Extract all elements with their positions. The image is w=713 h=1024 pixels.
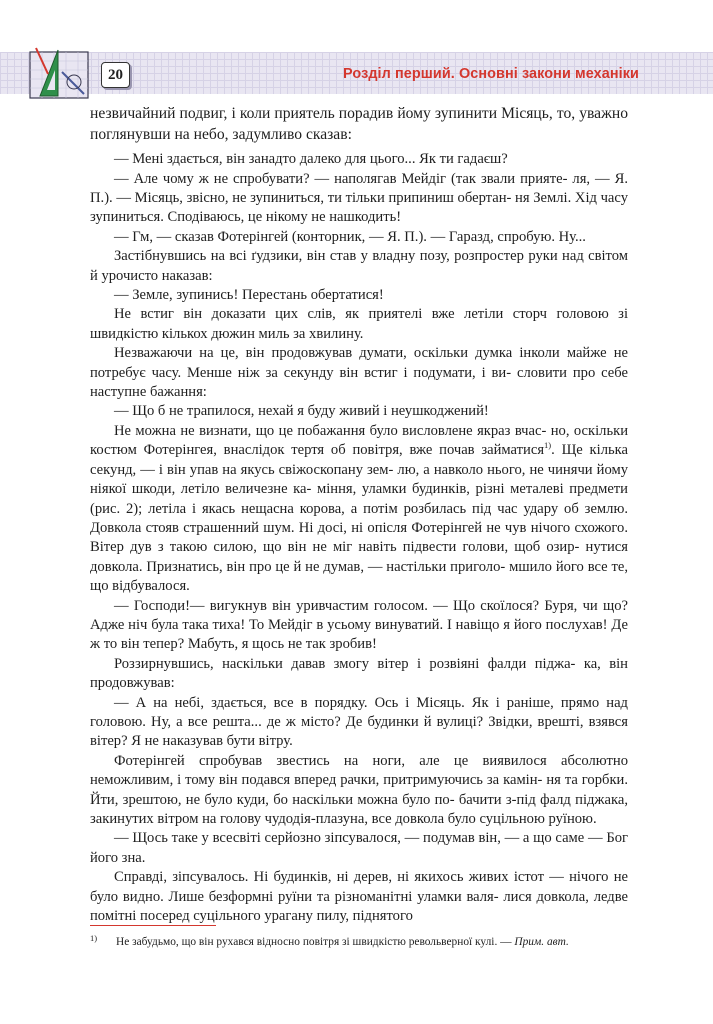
paragraph: — Гм, — сказав Фотерінгей (конторник, — Я. П.). — Гаразд, спробую. Ну... [114,228,586,245]
footnote-mark: 1) [90,933,98,943]
paragraph: Роззирнувшись, наскільки давав змогу вітер і розвіяні фалди піджа- ка, він продовжував: [90,655,628,692]
footnote-attribution: Прим. авт. [514,936,569,948]
paragraph: — Щось таке у всесвіті серйозно зіпсувалося, — подумав він, — а що саме — Бог його зна. [90,830,628,866]
geometry-tools-icon [28,44,92,102]
paragraph: — Господи!— вигукнув він уривчастим голосом. — Що скоїлося? Буря, чи що? Адже ніч була така тиха! То Мейдіг в усьому винуватий. І навіщо я його послухав! Де ж то він тепер? Мабуть, я щось не так зробив! [90,597,628,653]
section-title: Розділ перший. Основні закони механіки [343,66,639,82]
paragraph: Фотерінгей спробував звестись на ноги, але це виявилося абсолютно неможливим, і тому він подався вперед рачки, притримуючись за камін- ня та горбки. Йти, зрештою, не було куди, бо наскільки можна було по- бачити з-під фалд піджака, закинутих вітром на голову чудодія-плазуна, все довкола було суцільною руїною. [90,752,628,827]
footnote [90,931,650,950]
paragraph-part: Не можна не визнати, що це побажання було висловлене якраз вчас- но, оскільки костюм Фотерінгея, внаслідок тертя об повітря, вже почав займатися [90,422,628,459]
page-number: 20 [101,62,130,88]
main-text [90,104,628,926]
paragraph: Незважаючи на це, він продовжував думати, оскільки думка інколи майже не потребує часу. Менше ніж за секунду він встиг і подумати, і ви- словити про себе наступне бажання: [90,345,628,401]
footnote-text: Не забудьмо, що він рухався відносно повітря зі швидкістю револьверної кулі. — [116,936,515,948]
paragraph: — Земле, зупинись! Перестань обертатися! [114,287,384,304]
paragraph: — Але чому ж не спробувати? — наполягав Мейдіг (так звали прияте- ля, — Я. П.). — Місяць, звісно, не зупиниться, ти тільки припиниш обертан- ня Землі. Хід часу зупиниться. Сподіваюсь, це нікому не нашкодить! [90,170,628,226]
paragraph: Справді, зіпсувалось. Ні будинків, ні дерев, ні якихось живих істот — нічого не було видно. Лише безформні руїни та різноманітні уламки валя- лися довкола, ледве помітні посеред суцільного урагану пилу, піднятого [90,869,628,925]
paragraph: — А на небі, здається, все в порядку. Ось і Місяць. Як і раніше, прямо над головою. Ну, а все решта... де ж місто? Де будинки й вулиці? Звідки, врешті, взявся вітер? Я не наказував бути вітру. [90,694,628,750]
paragraph: Не встиг він доказати цих слів, як приятелі вже летіли сторч головою зі швидкістю кількох дюжин миль за хвилину. [90,306,628,342]
paragraph: — Що б не трапилося, нехай я буду живий і неушкоджений! [114,403,489,420]
paragraph: Застібнувшись на всі ґудзики, він став у владну позу, розпростер руки над світом й урочисто наказав: [90,248,628,284]
footnote-reference: 1) [544,440,552,451]
paragraph: — Мені здається, він занадто далеко для цього... Як ти гадаєш? [114,151,508,168]
paragraph-part: . Ще кілька секунд, — і він упав на якусь свіжоскопану зем- лю, а навколо нього, не чинячи йому ніякої шкоди, летіло величезне ка- міння, уламки будинків, різні металеві предмети (рис. 2); летіла і якась нещасна корова, а потім розбилась під час удару об землю. Довкола стояв страшенний шум. Ні досі, ні опісля Фотерінгей не чув нічого схожого. Вітер дув з такою силою, що він не міг навіть підвести голови, щоб озир- нутися довкола. Признатись, він про це й не думав, — настільки приголо- мшило його все те, що відбувалося. [90,442,628,595]
footnote-divider [90,925,216,926]
paragraph-with-footnote [90,422,628,597]
paragraph: незвичайний подвиг, і коли приятель порадив йому зупинити Місяць, то, уважно поглянувши на небо, задумливо сказав: [90,105,628,143]
